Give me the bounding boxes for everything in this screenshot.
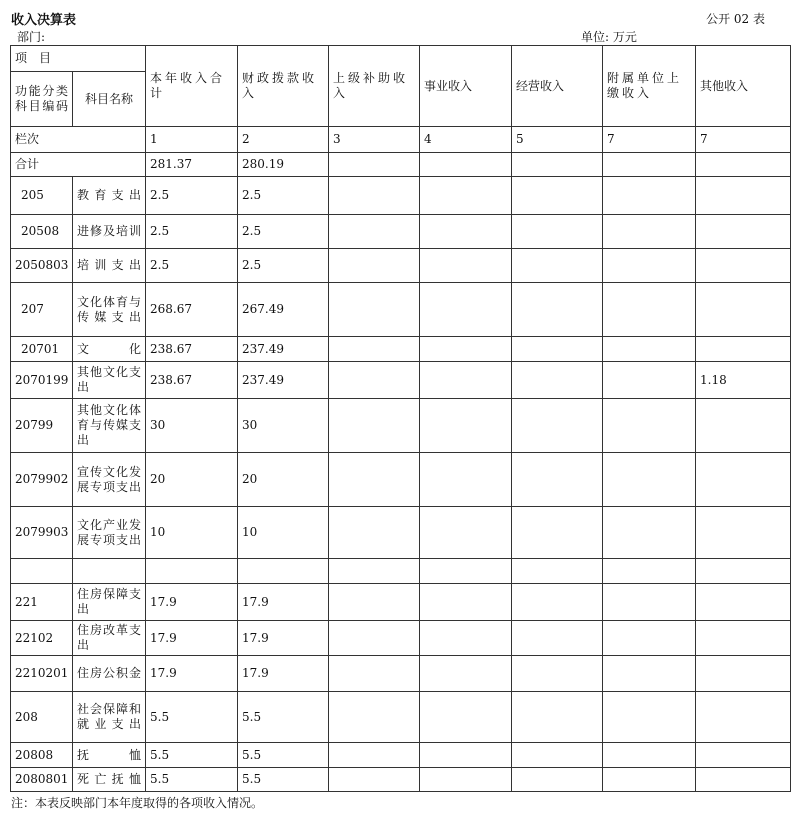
operating-income: [512, 621, 603, 656]
subject-code: 2050803: [11, 249, 73, 283]
table-row: [11, 177, 791, 215]
subject-name: 文化体育与传媒支出: [73, 283, 146, 337]
fiscal-income: [238, 559, 329, 584]
table-row: [11, 692, 791, 743]
table-row: [11, 621, 791, 656]
col-header-total: 本年收入合计: [146, 46, 238, 127]
fiscal-income: 5.5: [238, 692, 329, 743]
fiscal-income: 17.9: [238, 656, 329, 692]
affiliated-income: [603, 362, 696, 399]
fiscal-income: 20: [238, 453, 329, 507]
subject-name: 住房公积金: [73, 656, 146, 692]
career-income: [420, 215, 512, 249]
fiscal-income: 17.9: [238, 584, 329, 621]
subject-name: 死亡抚恤: [73, 768, 146, 792]
other-income: [696, 584, 791, 621]
subject-code: 208: [11, 692, 73, 743]
superior-income: [329, 692, 420, 743]
affiliated-income: [603, 283, 696, 337]
superior-income: [329, 399, 420, 453]
total-c1: 281.37: [146, 153, 238, 177]
other-income: [696, 621, 791, 656]
total-income: 20: [146, 453, 238, 507]
affiliated-income: [603, 249, 696, 283]
subject-code: 2070199: [11, 362, 73, 399]
career-income: [420, 621, 512, 656]
serial-num: 1: [146, 127, 238, 153]
serial-num: 4: [420, 127, 512, 153]
other-income: [696, 399, 791, 453]
subject-code: 205: [11, 177, 73, 215]
subject-name: 培训支出: [73, 249, 146, 283]
fiscal-income: 237.49: [238, 337, 329, 362]
operating-income: [512, 507, 603, 559]
subject-code: 20808: [11, 743, 73, 768]
career-income: [420, 584, 512, 621]
career-income: [420, 656, 512, 692]
subject-code: [11, 559, 73, 584]
other-income: [696, 249, 791, 283]
superior-income: [329, 656, 420, 692]
operating-income: [512, 283, 603, 337]
total-income: 238.67: [146, 337, 238, 362]
career-income: [420, 177, 512, 215]
total-income: [146, 559, 238, 584]
other-income: [696, 656, 791, 692]
total-income: 17.9: [146, 621, 238, 656]
total-income: 238.67: [146, 362, 238, 399]
superior-income: [329, 768, 420, 792]
superior-income: [329, 362, 420, 399]
career-income: [420, 337, 512, 362]
superior-income: [329, 215, 420, 249]
total-income: 268.67: [146, 283, 238, 337]
operating-income: [512, 177, 603, 215]
fiscal-income: 17.9: [238, 621, 329, 656]
subject-name: 文化产业发展专项支出: [73, 507, 146, 559]
subject-name: 住房改革支出: [73, 621, 146, 656]
career-income: [420, 249, 512, 283]
subject-name: 进修及培训: [73, 215, 146, 249]
other-income: [696, 177, 791, 215]
operating-income: [512, 743, 603, 768]
serial-num: 2: [238, 127, 329, 153]
subject-code: 2079903: [11, 507, 73, 559]
table-row: [11, 559, 791, 584]
other-income: [696, 215, 791, 249]
other-income: [696, 559, 791, 584]
superior-income: [329, 453, 420, 507]
affiliated-income: [603, 768, 696, 792]
total-c2: 280.19: [238, 153, 329, 177]
fiscal-income: 2.5: [238, 177, 329, 215]
superior-income: [329, 559, 420, 584]
subject-name: 宣传文化发展专项支出: [73, 453, 146, 507]
total-label: 合计: [11, 153, 146, 177]
income-table: [10, 45, 791, 792]
table-row: [11, 584, 791, 621]
other-income: 1.18: [696, 362, 791, 399]
affiliated-income: [603, 559, 696, 584]
subject-name-header: 科目名称: [73, 72, 146, 127]
operating-income: [512, 249, 603, 283]
subject-code: 20508: [11, 215, 73, 249]
department-label: 部门:: [17, 30, 46, 44]
career-income: [420, 399, 512, 453]
total-income: 5.5: [146, 768, 238, 792]
operating-income: [512, 453, 603, 507]
table-row: [11, 399, 791, 453]
total-income: 30: [146, 399, 238, 453]
table-row: [11, 507, 791, 559]
fiscal-income: 267.49: [238, 283, 329, 337]
affiliated-income: [603, 177, 696, 215]
table-row: [11, 283, 791, 337]
operating-income: [512, 337, 603, 362]
subject-name: 抚恤: [73, 743, 146, 768]
serial-num: 3: [329, 127, 420, 153]
col-header-affiliated: 附属单位上缴收入: [603, 46, 696, 127]
col-header-career: 事业收入: [420, 46, 512, 127]
operating-income: [512, 362, 603, 399]
subject-code: 20701: [11, 337, 73, 362]
total-income: 2.5: [146, 215, 238, 249]
fiscal-income: 237.49: [238, 362, 329, 399]
serial-num: 7: [603, 127, 696, 153]
project-header: 项 目: [11, 46, 146, 72]
subject-name: 教育支出: [73, 177, 146, 215]
other-income: [696, 283, 791, 337]
subject-name: 住房保障支出: [73, 584, 146, 621]
page-title: 收入决算表: [11, 13, 77, 28]
col-header-operating: 经营收入: [512, 46, 603, 127]
col-header-other: 其他收入: [696, 46, 791, 127]
other-income: [696, 337, 791, 362]
operating-income: [512, 215, 603, 249]
table-row: [11, 743, 791, 768]
serial-num: 7: [696, 127, 791, 153]
superior-income: [329, 337, 420, 362]
affiliated-income: [603, 507, 696, 559]
operating-income: [512, 399, 603, 453]
fiscal-income: 2.5: [238, 249, 329, 283]
career-income: [420, 507, 512, 559]
fiscal-income: 30: [238, 399, 329, 453]
serial-label: 栏次: [11, 127, 146, 153]
superior-income: [329, 743, 420, 768]
superior-income: [329, 507, 420, 559]
other-income: [696, 453, 791, 507]
subject-code: 2080801: [11, 768, 73, 792]
subject-name: [73, 559, 146, 584]
total-income: 5.5: [146, 743, 238, 768]
table-row: [11, 453, 791, 507]
superior-income: [329, 621, 420, 656]
total-income: 10: [146, 507, 238, 559]
fiscal-income: 2.5: [238, 215, 329, 249]
func-code-header: 功能分类科目编码: [11, 72, 73, 127]
superior-income: [329, 283, 420, 337]
superior-income: [329, 177, 420, 215]
career-income: [420, 362, 512, 399]
fiscal-income: 5.5: [238, 743, 329, 768]
affiliated-income: [603, 399, 696, 453]
subject-code: 22102: [11, 621, 73, 656]
table-row: [11, 249, 791, 283]
subject-code: 207: [11, 283, 73, 337]
table-row: [11, 215, 791, 249]
affiliated-income: [603, 621, 696, 656]
fiscal-income: 5.5: [238, 768, 329, 792]
subject-name: 其他文化体育与传媒支出: [73, 399, 146, 453]
unit-label: 单位: 万元: [581, 30, 637, 44]
other-income: [696, 692, 791, 743]
subject-name: 文化: [73, 337, 146, 362]
subject-name: 社会保障和就业支出: [73, 692, 146, 743]
subject-name: 其他文化支出: [73, 362, 146, 399]
affiliated-income: [603, 584, 696, 621]
form-code: 公开 02 表: [706, 12, 765, 26]
table-row: [11, 768, 791, 792]
fiscal-income: 10: [238, 507, 329, 559]
affiliated-income: [603, 743, 696, 768]
table-row: [11, 362, 791, 399]
operating-income: [512, 559, 603, 584]
superior-income: [329, 584, 420, 621]
total-income: 17.9: [146, 584, 238, 621]
subject-code: 20799: [11, 399, 73, 453]
affiliated-income: [603, 692, 696, 743]
table-row: [11, 656, 791, 692]
operating-income: [512, 692, 603, 743]
other-income: [696, 507, 791, 559]
footnote: 注：本表反映部门本年度取得的各项收入情况。: [11, 796, 264, 810]
operating-income: [512, 768, 603, 792]
affiliated-income: [603, 337, 696, 362]
total-income: 2.5: [146, 249, 238, 283]
col-header-fiscal: 财政拨款收入: [238, 46, 329, 127]
career-income: [420, 692, 512, 743]
operating-income: [512, 584, 603, 621]
affiliated-income: [603, 453, 696, 507]
affiliated-income: [603, 656, 696, 692]
career-income: [420, 743, 512, 768]
career-income: [420, 453, 512, 507]
career-income: [420, 768, 512, 792]
col-header-superior: 上级补助收入: [329, 46, 420, 127]
other-income: [696, 743, 791, 768]
subject-code: 221: [11, 584, 73, 621]
career-income: [420, 559, 512, 584]
total-income: 17.9: [146, 656, 238, 692]
total-income: 2.5: [146, 177, 238, 215]
other-income: [696, 768, 791, 792]
subject-code: 2079902: [11, 453, 73, 507]
affiliated-income: [603, 215, 696, 249]
career-income: [420, 283, 512, 337]
subject-code: 2210201: [11, 656, 73, 692]
operating-income: [512, 656, 603, 692]
serial-num: 5: [512, 127, 603, 153]
total-income: 5.5: [146, 692, 238, 743]
superior-income: [329, 249, 420, 283]
table-row: [11, 337, 791, 362]
